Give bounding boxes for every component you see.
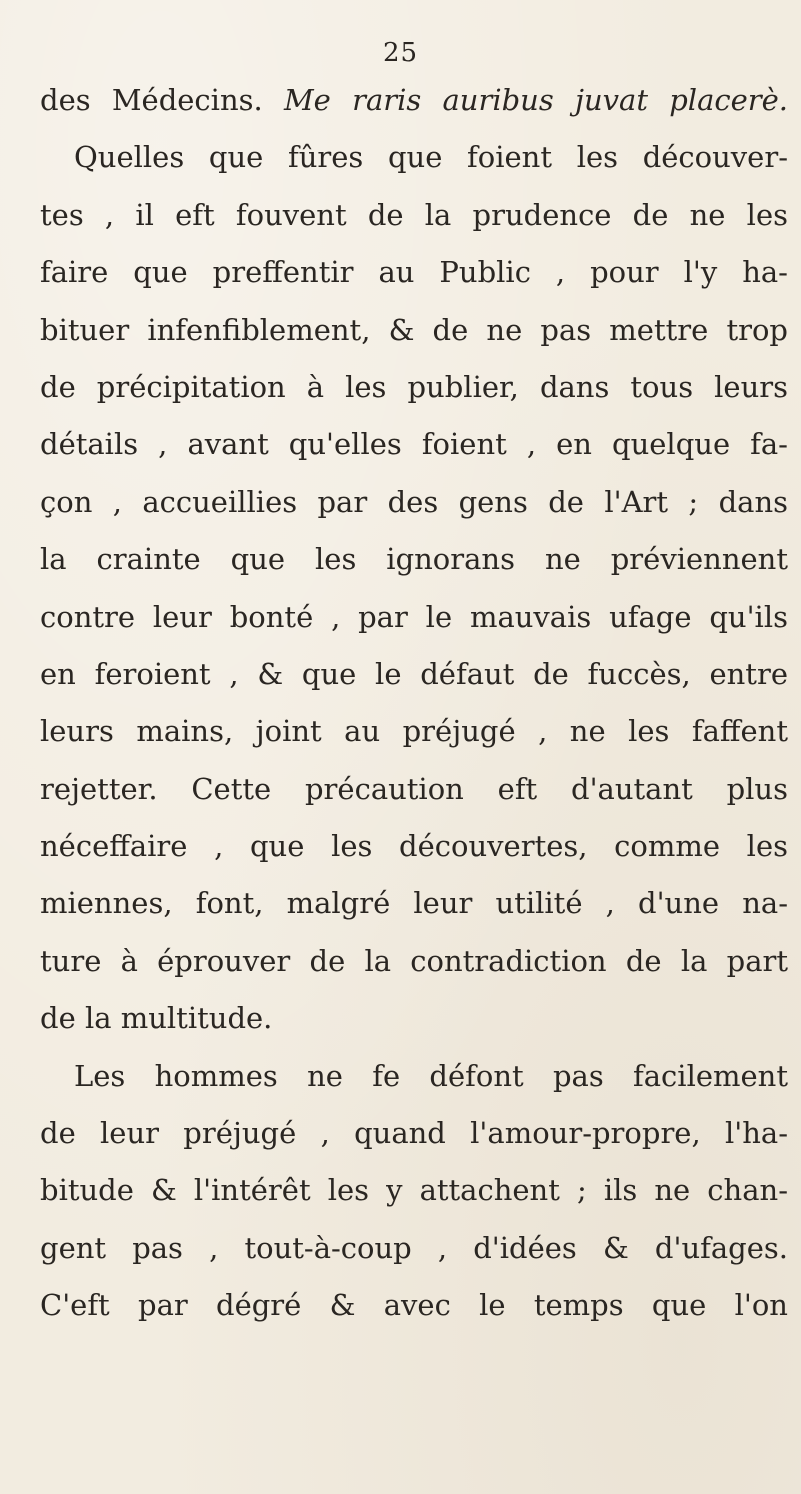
text-line: ture à éprouver de la contradiction de la part bbox=[40, 943, 788, 978]
page-number: 25 bbox=[382, 38, 419, 68]
text-line: leurs mains, joint au préjugé , ne les faffent bbox=[40, 714, 788, 749]
paragraph-end-line: de la multitude. bbox=[40, 1001, 273, 1036]
text-line: la crainte que les ignorans ne préviennent bbox=[40, 542, 788, 577]
latin-quotation: Me raris auribus juvat placerè. bbox=[283, 83, 788, 117]
text-line: gent pas , tout-à-coup , d'idées & d'ufages. bbox=[40, 1230, 788, 1265]
text-line: bituer infenfiblement, & de ne pas mettre trop bbox=[40, 312, 788, 347]
text-line: C'eft par dégré & avec le temps que l'on bbox=[40, 1288, 788, 1323]
text-line: rejetter. Cette précaution eft d'autant plus bbox=[40, 771, 788, 806]
body-text bbox=[40, 72, 788, 1335]
paragraph-start-line: Les hommes ne fe défont pas facilement bbox=[74, 1058, 788, 1093]
text-line: çon , accueillies par des gens de l'Art ; dans bbox=[40, 484, 788, 519]
text-line bbox=[40, 72, 788, 129]
text-line: contre leur bonté , par le mauvais ufage qu'ils bbox=[40, 599, 788, 634]
paragraph-start-line: Quelles que fûres que foient les découver- bbox=[74, 140, 788, 175]
text-line: de précipitation à les publier, dans tous leurs bbox=[40, 369, 788, 404]
text-line-roman: des Médecins. bbox=[40, 83, 284, 117]
text-line: néceffaire , que les découvertes, comme les bbox=[40, 829, 788, 864]
text-line: miennes, font, malgré leur utilité , d'une na- bbox=[40, 886, 788, 921]
text-line: de leur préjugé , quand l'amour-propre, l'ha- bbox=[40, 1116, 788, 1151]
text-line: tes , il eft fouvent de la prudence de ne les bbox=[40, 197, 788, 232]
text-line: faire que preffentir au Public , pour l'y ha- bbox=[40, 255, 788, 290]
text-line: détails , avant qu'elles foient , en quelque fa- bbox=[40, 427, 788, 462]
text-line: bitude & l'intérêt les y attachent ; ils ne chan- bbox=[40, 1173, 788, 1208]
text-line: en feroient , & que le défaut de fuccès, entre bbox=[40, 656, 788, 691]
